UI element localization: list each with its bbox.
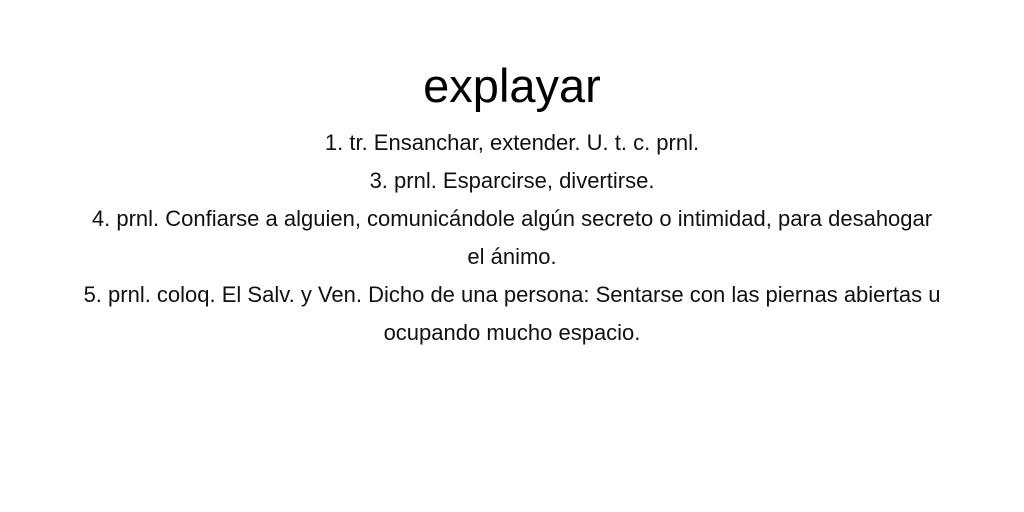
definition-1: 1. tr. Ensanchar, extender. U. t. c. prnl. (324, 130, 700, 155)
headword: explayar (423, 59, 601, 112)
definition-5: 5. prnl. coloq. El Salv. y Ven. Dicho de una persona: Sentarse con las piernas abiertas u ocupando mucho espacio. (83, 282, 941, 345)
definition-4: 4. prnl. Confiarse a alguien, comunicándole algún secreto o intimidad, para desahogar el ánimo. (91, 206, 933, 269)
definition-3: 3. prnl. Esparcirse, divertirse. (369, 168, 655, 193)
definition-list (70, 124, 954, 352)
